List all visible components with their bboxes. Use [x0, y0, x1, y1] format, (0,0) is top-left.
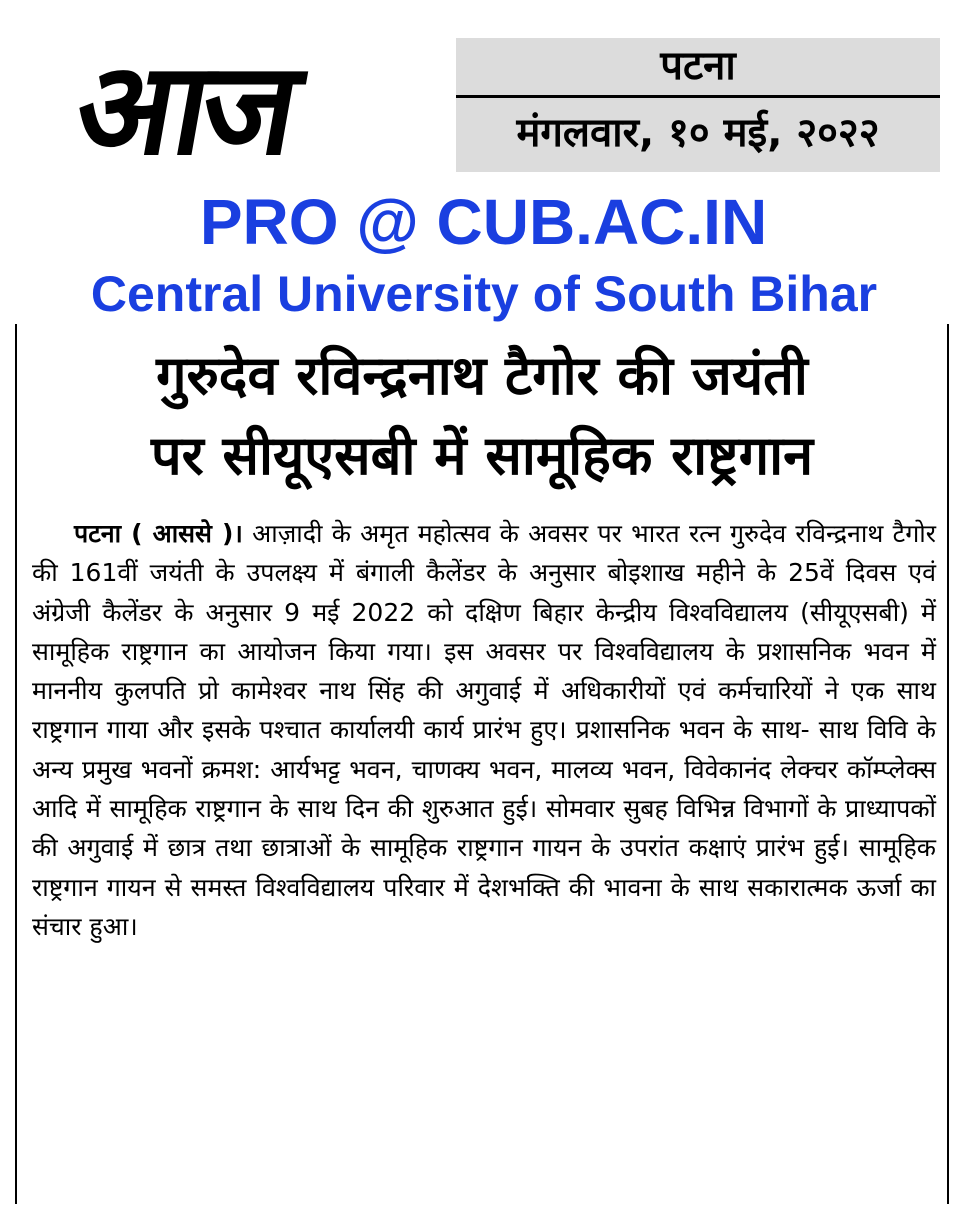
article-dateline: पटना ( आससे )।	[74, 519, 243, 548]
university-name-overlay: Central University of South Bihar	[90, 266, 878, 322]
article-headline	[20, 336, 944, 496]
newspaper-logo	[64, 34, 438, 184]
edition-box	[456, 38, 940, 172]
logo-text: आज	[64, 34, 306, 184]
edition-divider	[456, 95, 940, 98]
edition-city: पटना	[660, 43, 736, 89]
headline-line-1: गुरुदेव रविन्द्रनाथ टैगोर की जयंती	[156, 344, 808, 407]
article-text: आज़ादी के अमृत महोत्सव के अवसर पर भारत रत्न गुरुदेव रविन्द्रनाथ टैगोर की 161वीं जयंती के उपलक्ष्य में बंगाली कैलेंडर के अनुसार बोइशाख महीने के 25वें दिवस एवं अंग्रेजी कैलेंडर के अनुसार 9 मई 2022 को दक्षिण बिहार केन्द्रीय विश्वविद्यालय (सीयूएसबी) में सामूहिक राष्ट्रगान का आयोजन किया गया। इस अवसर पर विश्वविद्यालय के प्रशासनिक भवन में माननीय कुलपति प्रो कामेश्वर नाथ सिंह की अगुवाई में अधिकारीयों एवं कर्मचारियों ने एक साथ राष्ट्रगान गाया और इसके पश्चात कार्यालयी कार्य प्रारंभ हुए। प्रशासनिक भवन के साथ- साथ विवि के अन्य प्रमुख भवनों क्रमश: आर्यभट्ट भवन, चाणक्य भवन, मालव्य भवन, विवेकानंद लेक्चर कॉम्प्लेक्स आदि में सामूहिक राष्ट्रगान के साथ दिन की शुरुआत हुई। सोमवार सुबह विभिन्न विभागों के प्राध्यापकों की अगुवाई में छात्र तथा छात्राओं के सामूहिक राष्ट्रगान गायन के उपरांत कक्षाएं प्रारंभ हुई। सामूहिक राष्ट्रगान गायन से समस्त विश्वविद्यालय परिवार में देशभक्ति की भावना के साथ सकारात्मक ऊर्जा का संचार हुआ।	[32, 519, 936, 941]
article-border-left	[15, 324, 17, 1204]
headline-line-2: पर सीयूएसबी में सामूहिक राष्ट्रगान	[150, 424, 814, 487]
article-body	[32, 514, 936, 946]
article-border-right	[947, 324, 949, 1204]
edition-date: मंगलवार, १० मई, २०२२	[516, 110, 880, 156]
pro-email-overlay: PRO @ CUB.AC.IN	[199, 186, 768, 258]
